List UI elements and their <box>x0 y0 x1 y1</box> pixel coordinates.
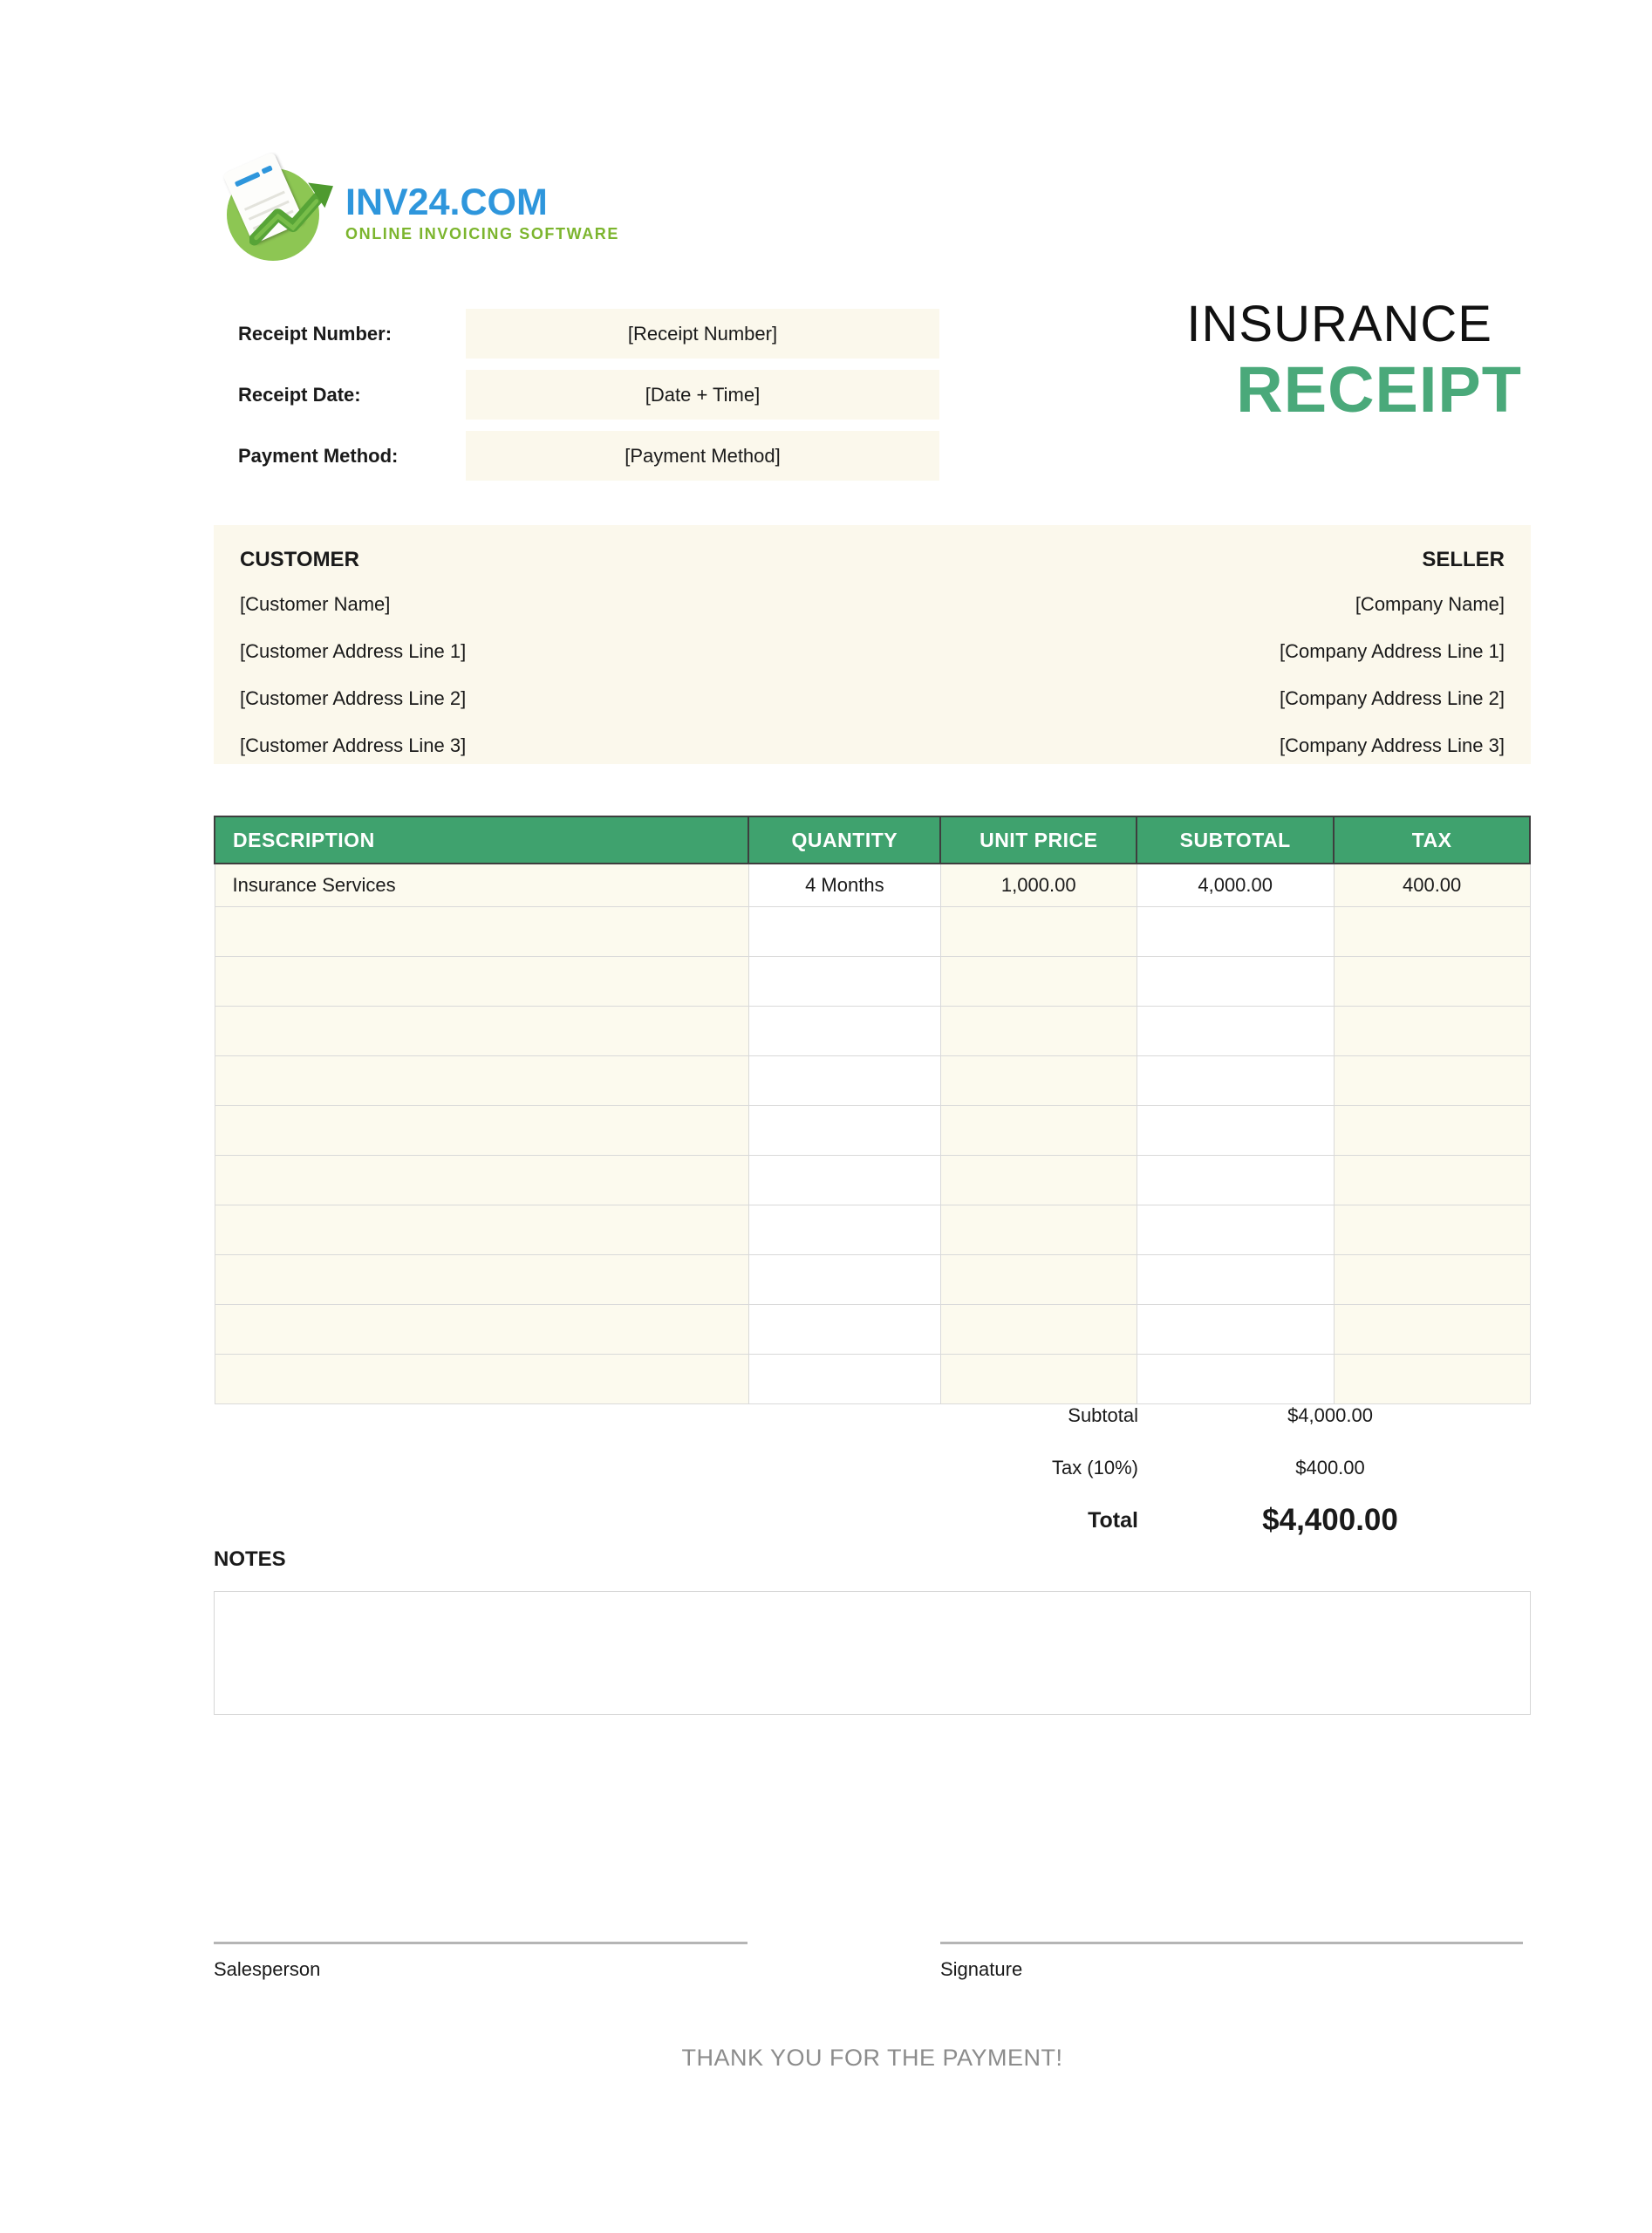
empty-cell <box>940 907 1137 957</box>
empty-cell <box>1334 1255 1530 1305</box>
empty-cell <box>940 1007 1137 1056</box>
empty-cell <box>748 1106 940 1156</box>
notes-heading: NOTES <box>214 1547 286 1571</box>
tax-value: $400.00 <box>1295 1457 1365 1478</box>
empty-cell <box>215 1007 748 1056</box>
empty-cell <box>940 1156 1137 1205</box>
line-items-table <box>214 816 1531 1404</box>
payment-method-value: [Payment Method] <box>466 431 939 481</box>
customer-heading: CUSTOMER <box>240 548 359 571</box>
logo-growth-arrow-icon <box>249 175 333 250</box>
empty-cell <box>940 1255 1137 1305</box>
notes-box <box>214 1591 1531 1715</box>
seller-address-1: [Company Address Line 1] <box>1279 640 1505 662</box>
customer-block <box>240 539 467 756</box>
empty-cell <box>215 1255 748 1305</box>
customer-name: [Customer Name] <box>240 593 391 615</box>
empty-cell <box>215 1205 748 1255</box>
meta-row-receipt-number <box>238 309 939 359</box>
thank-you-message: THANK YOU FOR THE PAYMENT! <box>681 2045 1063 2071</box>
empty-cell <box>1137 1007 1334 1056</box>
receipt-date-label: Receipt Date: <box>238 383 361 406</box>
empty-cell <box>1334 957 1530 1007</box>
total-value: $4,400.00 <box>1262 1503 1398 1537</box>
subtotal-row <box>911 1397 1522 1434</box>
subtotal-label: Subtotal <box>1068 1404 1138 1426</box>
empty-cell <box>1137 1255 1334 1305</box>
table-header-row <box>215 816 1530 864</box>
empty-cell <box>1334 907 1530 957</box>
empty-cell <box>1334 1355 1530 1404</box>
meta-row-payment-method <box>238 431 939 481</box>
empty-cell <box>1334 1305 1530 1355</box>
document-title <box>1186 297 1522 425</box>
total-row <box>911 1502 1522 1539</box>
receipt-number-label: Receipt Number: <box>238 322 393 345</box>
empty-cell <box>940 1106 1137 1156</box>
customer-address-3: [Customer Address Line 3] <box>240 734 467 756</box>
customer-address-1: [Customer Address Line 1] <box>240 640 467 662</box>
table-row-empty <box>215 1106 1530 1156</box>
empty-cell <box>748 1255 940 1305</box>
parties-panel <box>214 525 1531 764</box>
empty-cell <box>1137 1305 1334 1355</box>
empty-cell <box>215 1156 748 1205</box>
empty-cell <box>940 1056 1137 1106</box>
item-description: Insurance Services <box>215 864 748 907</box>
logo-mark-icon <box>225 160 330 266</box>
empty-cell <box>215 1305 748 1355</box>
empty-cell <box>748 1305 940 1355</box>
subtotal-value: $4,000.00 <box>1287 1404 1373 1426</box>
table-row-empty <box>215 957 1530 1007</box>
empty-cell <box>748 907 940 957</box>
seller-block <box>1279 539 1505 756</box>
empty-cell <box>940 1305 1137 1355</box>
line-items-body <box>215 864 1530 1404</box>
tax-label: Tax (10%) <box>1051 1457 1138 1478</box>
item-tax: 400.00 <box>1334 864 1530 907</box>
salesperson-signature-area <box>214 1942 747 1981</box>
table-row-empty <box>215 1156 1530 1205</box>
inv24-logo <box>225 160 619 266</box>
empty-cell <box>748 1205 940 1255</box>
customer-address-2: [Customer Address Line 2] <box>240 687 467 709</box>
total-label: Total <box>1088 1507 1138 1533</box>
payment-method-label: Payment Method: <box>238 444 399 467</box>
empty-cell <box>748 1056 940 1106</box>
table-row-empty <box>215 907 1530 957</box>
table-row-empty <box>215 1056 1530 1106</box>
column-header-tax: TAX <box>1334 816 1530 864</box>
signature-line <box>940 1942 1523 1944</box>
seller-address-3: [Company Address Line 3] <box>1279 734 1505 756</box>
empty-cell <box>1334 1007 1530 1056</box>
logo-wordmark <box>345 181 620 242</box>
empty-cell <box>748 957 940 1007</box>
empty-cell <box>748 1355 940 1404</box>
item-quantity: 4 Months <box>748 864 940 907</box>
empty-cell <box>1137 1106 1334 1156</box>
empty-cell <box>1137 1156 1334 1205</box>
item-subtotal: 4,000.00 <box>1137 864 1334 907</box>
brand-name: INV24.COM <box>345 181 548 223</box>
table-row-empty <box>215 1355 1530 1404</box>
signature-label: Signature <box>940 1958 1023 1980</box>
table-row-empty <box>215 1305 1530 1355</box>
empty-cell <box>1137 907 1334 957</box>
seller-name: [Company Name] <box>1355 593 1505 615</box>
table-row-empty <box>215 1255 1530 1305</box>
item-unit-price: 1,000.00 <box>940 864 1137 907</box>
empty-cell <box>215 1056 748 1106</box>
column-header-unit-price: UNIT PRICE <box>940 816 1137 864</box>
empty-cell <box>1137 957 1334 1007</box>
title-receipt: RECEIPT <box>1236 352 1522 426</box>
empty-cell <box>748 1007 940 1056</box>
signature-area <box>940 1942 1523 1981</box>
column-header-quantity: QUANTITY <box>748 816 940 864</box>
column-header-description: DESCRIPTION <box>215 816 748 864</box>
empty-cell <box>215 957 748 1007</box>
empty-cell <box>940 1205 1137 1255</box>
receipt-date-value: [Date + Time] <box>466 370 939 420</box>
empty-cell <box>215 907 748 957</box>
salesperson-signature-line <box>214 1942 747 1944</box>
empty-cell <box>940 957 1137 1007</box>
empty-cell <box>215 1106 748 1156</box>
empty-cell <box>1137 1355 1334 1404</box>
empty-cell <box>1334 1056 1530 1106</box>
empty-cell <box>1334 1205 1530 1255</box>
empty-cell <box>1334 1156 1530 1205</box>
table-row-empty <box>215 1007 1530 1056</box>
meta-row-receipt-date <box>238 370 939 420</box>
brand-tagline: ONLINE INVOICING SOFTWARE <box>345 225 620 242</box>
empty-cell <box>1137 1056 1334 1106</box>
seller-address-2: [Company Address Line 2] <box>1279 687 1505 709</box>
empty-cell <box>748 1156 940 1205</box>
seller-heading: SELLER <box>1422 548 1505 571</box>
column-header-subtotal: SUBTOTAL <box>1137 816 1334 864</box>
table-row <box>215 864 1530 907</box>
receipt-meta <box>238 309 939 492</box>
receipt-number-value: [Receipt Number] <box>466 309 939 359</box>
empty-cell <box>940 1355 1137 1404</box>
empty-cell <box>215 1355 748 1404</box>
empty-cell <box>1137 1205 1334 1255</box>
salesperson-label: Salesperson <box>214 1958 321 1980</box>
title-insurance: INSURANCE <box>1186 296 1492 352</box>
totals-block <box>911 1397 1522 1554</box>
tax-row <box>911 1450 1522 1486</box>
table-row-empty <box>215 1205 1530 1255</box>
empty-cell <box>1334 1106 1530 1156</box>
